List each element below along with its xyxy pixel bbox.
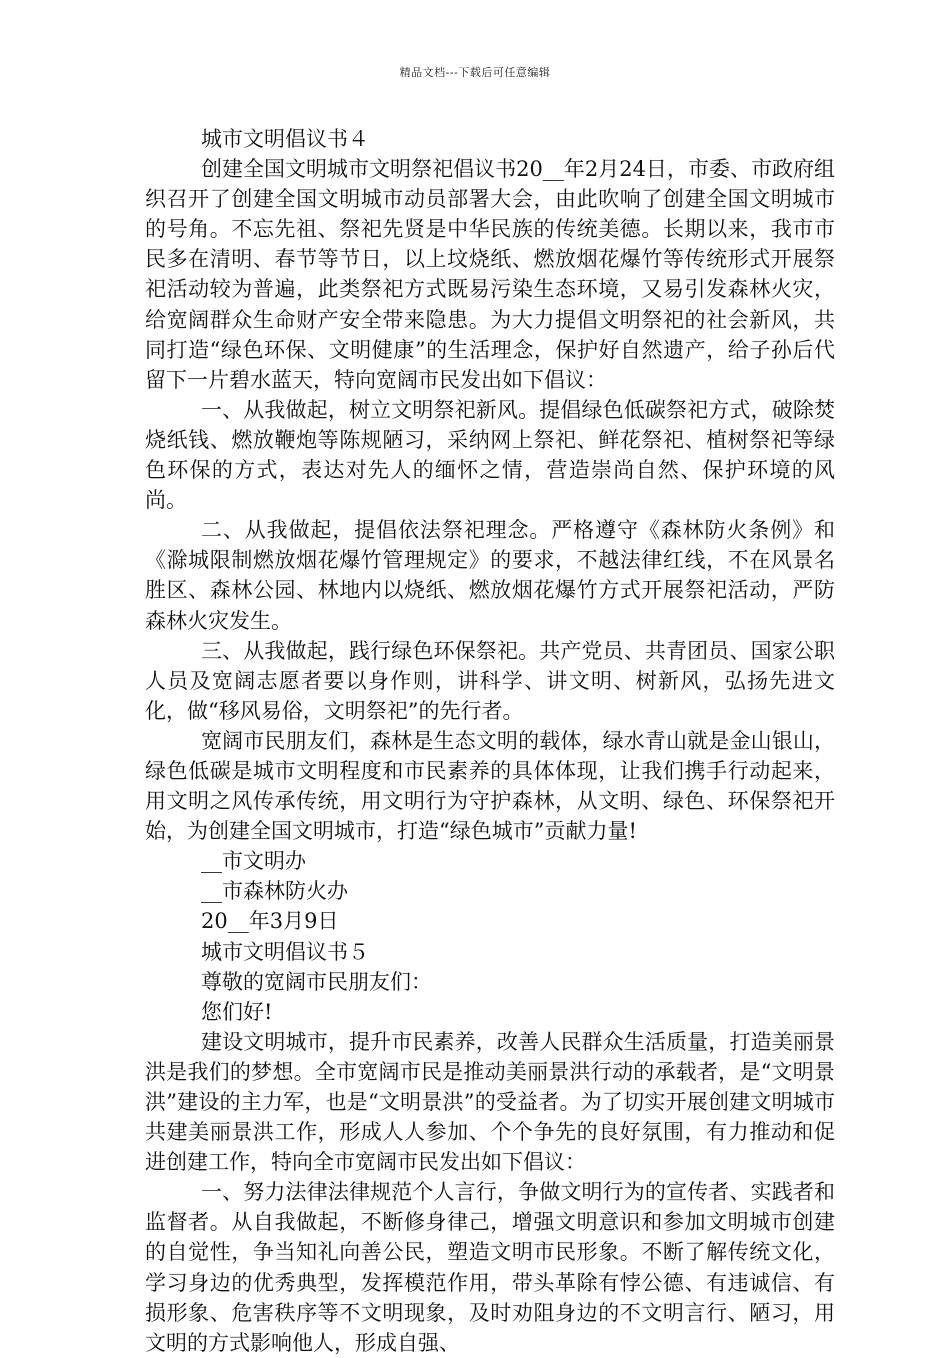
paragraph: 宽阔市民朋友们，森林是生态文明的载体，绿水青山就是金山银山，绿色低碳是城市文明程度和市民素养的具体体现，让我们携手行动起来，用文明之风传承传统，用文明行为守护森林，从文明、绿色、环保祭祀开始，为创建全国文明城市，打造“绿色城市”贡献力量! bbox=[145, 728, 835, 844]
page-header: 精品文档---下载后可任意编辑 bbox=[399, 66, 551, 79]
paragraph: 一、努力法律法律规范个人言行，争做文明行为的宣传者、实践者和监督者。从自我做起，不断修身律己，增强文明意识和参加文明城市创建的自觉性，争当知礼向善公民，塑造文明市民形象。不断了解传统文化，学习身边的优秀典型，发挥模范作用，带头革除有悖公德、有违诚信、有损形象、危害秩序等不文明现象，及时劝阻身边的不文明言行、陋习，用文明的方式影响他人，形成自强、 bbox=[145, 1180, 835, 1355]
paragraph: 二、从我做起，提倡依法祭祀理念。严格遵守《森林防火条例》和《滁城限制燃放烟花爆竹管理规定》的要求，不越法律红线，不在风景名胜区、森林公园、林地内以烧纸、燃放烟花爆竹方式开展祭祀活动，严防森林火灾发生。 bbox=[145, 518, 835, 633]
paragraph: 创建全国文明城市文明祭祀倡议书20__年2月24日，市委、市政府组织召开了创建全国文明城市动员部署大会，由此吹响了创建全国文明城市的号角。不忘先祖、祭祀先贤是中华民族的传统美德。长期以来，我市市民多在清明、春节等节日，以上坟烧纸、燃放烟花爆竹等传统形式开展祭祀活动较为普遍，此类祭祀方式既易污染生态环境，又易引发森林火灾，给宽阔群众生命财产安全带来隐患。为大力提倡文明祭祀的社会新风，共同打造“绿色环保、文明健康”的生活理念，保护好自然遗产，给子孙后代留下一片碧水蓝天，特向宽阔市民发出如下倡议： bbox=[145, 157, 835, 392]
date-line: 20__年3月9日 bbox=[201, 909, 339, 934]
greeting: 您们好! bbox=[201, 999, 273, 1024]
paragraph: 建设文明城市，提升市民素养，改善人民群众生活质量，打造美丽景洪是我们的梦想。全市宽阔市民是推动美丽景洪行动的承载者，是“文明景洪”建设的主力军，也是“文明景洪”的受益者。为了切实开展创建文明城市共建美丽景洪工作，形成人人参加、个个争先的良好氛围，有力推动和促进创建工作，特向全市宽阔市民发出如下倡议： bbox=[145, 1029, 835, 1175]
signature-line: __市文明办 bbox=[201, 849, 306, 874]
document-body bbox=[145, 124, 835, 1358]
paragraph: 一、从我做起，树立文明祭祀新风。提倡绿色低碳祭祀方式，破除焚烧纸钱、燃放鞭炮等陈规陋习，采纳网上祭祀、鲜花祭祀、植树祭祀等绿色环保的方式，表达对先人的缅怀之情，营造崇尚自然、保护环境的风尚。 bbox=[145, 397, 835, 513]
paragraph: 三、从我做起，践行绿色环保祭祀。共产党员、共青团员、国家公职人员及宽阔志愿者要以身作则，讲科学、讲文明、树新风，弘扬先进文化，做“移风易俗，文明祭祀”的先行者。 bbox=[145, 638, 835, 723]
section-title: 城市文明倡议书４ bbox=[201, 127, 369, 151]
section-title: 城市文明倡议书５ bbox=[201, 939, 369, 964]
signature-line: __市森林防火办 bbox=[201, 879, 348, 904]
salutation: 尊敬的宽阔市民朋友们： bbox=[201, 969, 432, 994]
